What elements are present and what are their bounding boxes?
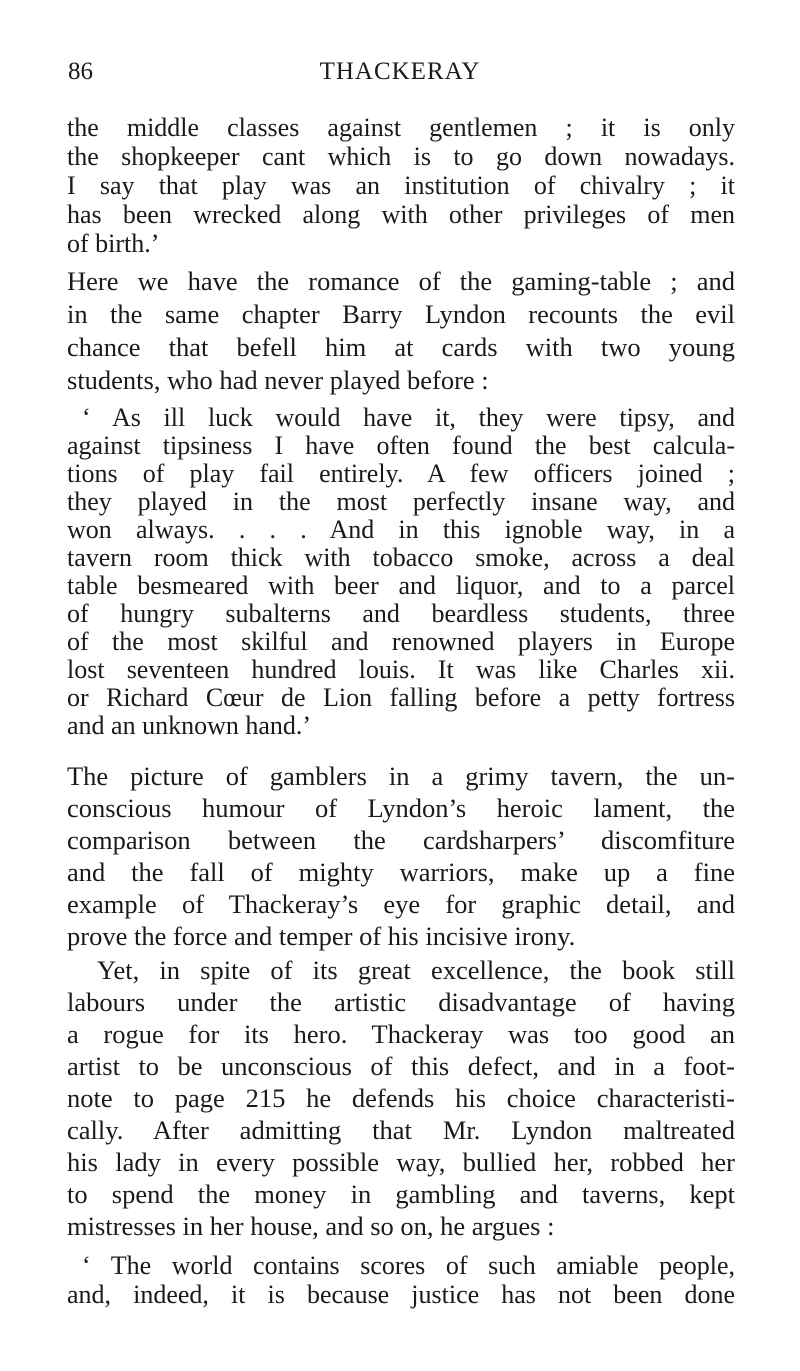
text-line: ‘ As ill luck would have it, they were tipsy, and xyxy=(82,403,735,432)
text-line: note to page 215 he defends his choice characteristi- xyxy=(67,1083,735,1113)
text-line: a rogue for its hero. Thackeray was too good an xyxy=(67,1019,735,1049)
text-line: students, who had never played before : xyxy=(67,365,489,395)
text-line: and an unknown hand.’ xyxy=(67,711,312,740)
text-line: of hungry subalterns and beardless students, three xyxy=(67,599,735,628)
text-line: conscious humour of Lyndon’s heroic lament, the xyxy=(67,793,735,823)
text-line: chance that befell him at cards with two young xyxy=(67,332,735,362)
text-line: Here we have the romance of the gaming-table ; and xyxy=(67,266,735,296)
text-line: against tipsiness I have often found the best calcula- xyxy=(67,431,735,460)
text-line: cally. After admitting that Mr. Lyndon maltreated xyxy=(67,1115,735,1145)
text-line: and the fall of mighty warriors, make up a fine xyxy=(67,857,735,887)
page-number: 86 xyxy=(68,58,93,85)
text-line: or Richard Cœur de Lion falling before a petty fortress xyxy=(67,683,735,712)
text-line: mistresses in her house, and so on, he argues : xyxy=(67,1211,555,1241)
text-line: the middle classes against gentlemen ; it is only xyxy=(67,113,735,142)
text-line: I say that play was an institution of chivalry ; it xyxy=(67,171,735,200)
text-line: lost seventeen hundred louis. It was like Charles xii. xyxy=(67,655,735,684)
page-header xyxy=(66,58,734,90)
text-line: table besmeared with beer and liquor, and to a parcel xyxy=(67,571,735,600)
text-line: of birth.’ xyxy=(67,229,160,258)
text-line: example of Thackeray’s eye for graphic detail, and xyxy=(67,889,735,919)
text-line: comparison between the cardsharpers’ discomfiture xyxy=(67,825,735,855)
text-line: ‘ The world contains scores of such amiable people, xyxy=(82,1251,735,1280)
text-line: and, indeed, it is because justice has not been done xyxy=(67,1280,735,1309)
text-line: Yet, in spite of its great excellence, the book still xyxy=(97,955,735,985)
text-line: tions of play fail entirely. A few officers joined ; xyxy=(67,459,735,488)
text-line: they played in the most perfectly insane way, and xyxy=(67,487,735,516)
text-line: in the same chapter Barry Lyndon recounts the evil xyxy=(67,299,735,329)
running-head: THACKERAY xyxy=(319,58,481,85)
text-line: The picture of gamblers in a grimy tavern, the un- xyxy=(67,761,735,791)
text-line: labours under the artistic disadvantage of having xyxy=(67,987,735,1017)
text-line: of the most skilful and renowned players in Europe xyxy=(67,627,735,656)
text-line: the shopkeeper cant which is to go down nowadays. xyxy=(67,142,735,171)
text-line: tavern room thick with tobacco smoke, across a deal xyxy=(67,543,735,572)
text-line: to spend the money in gambling and taverns, kept xyxy=(67,1179,735,1209)
text-line: prove the force and temper of his incisive irony. xyxy=(67,921,576,951)
text-line: artist to be unconscious of this defect, and in a foot- xyxy=(67,1051,735,1081)
text-line: his lady in every possible way, bullied her, robbed her xyxy=(67,1147,735,1177)
text-line: has been wrecked along with other privileges of men xyxy=(67,200,735,229)
text-line: won always. . . . And in this ignoble way, in a xyxy=(67,515,735,544)
